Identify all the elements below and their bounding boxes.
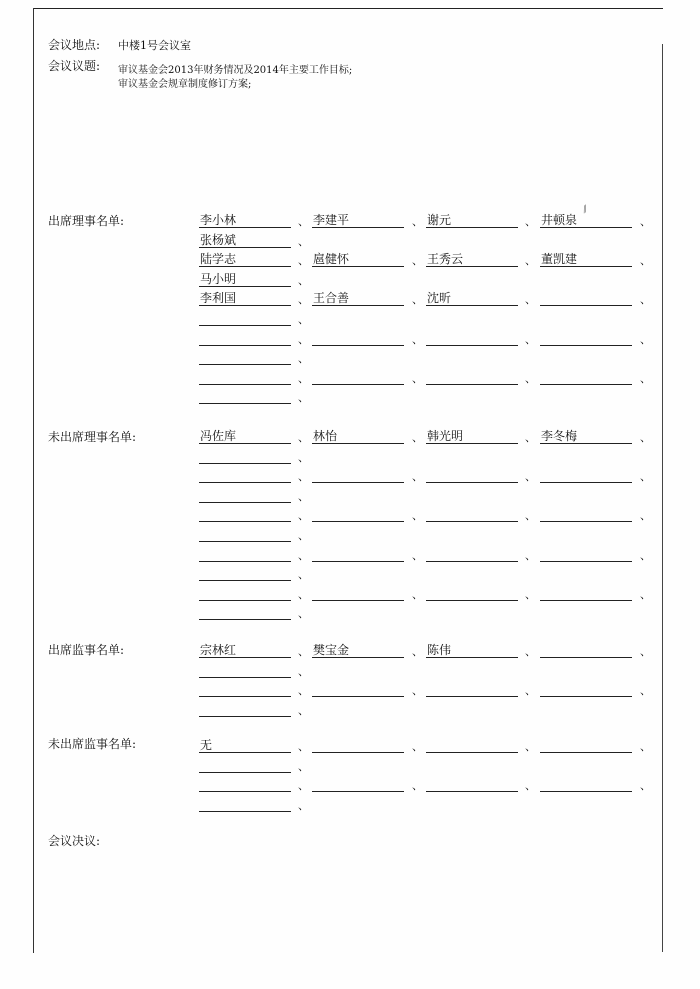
separator-mark: 、 xyxy=(298,470,309,484)
separator-mark: 、 xyxy=(525,740,536,753)
name-slot xyxy=(312,776,404,792)
separator-mark: 、 xyxy=(640,740,651,753)
name-slot xyxy=(426,467,518,483)
separator-mark: 、 xyxy=(412,740,423,753)
separator-mark: 、 xyxy=(298,313,309,326)
separator-mark: 、 xyxy=(640,779,651,793)
name-slot xyxy=(199,585,291,601)
separator-mark: 、 xyxy=(640,371,651,385)
name-slot xyxy=(540,330,632,346)
separator-mark: 、 xyxy=(412,509,423,523)
name-slot xyxy=(199,757,291,773)
name-slot xyxy=(199,565,291,581)
name-slot xyxy=(540,642,632,658)
agenda-item: 审议基金会规章制度修订方案; xyxy=(118,79,252,90)
name-slot xyxy=(199,388,291,404)
name-slot xyxy=(199,349,291,365)
separator-mark: 、 xyxy=(640,645,651,658)
separator-mark: 、 xyxy=(298,215,309,228)
separator-mark: 、 xyxy=(412,645,423,658)
name-slot xyxy=(312,681,404,697)
separator-mark: 、 xyxy=(298,293,309,307)
name-slot: 宗林红 xyxy=(199,642,291,658)
name-slot xyxy=(199,526,291,542)
name-slot: 井顿泉 xyxy=(540,212,632,228)
separator-mark: 、 xyxy=(298,568,309,582)
separator-mark: 、 xyxy=(298,703,309,717)
name-slot xyxy=(426,546,518,562)
separator-mark: 、 xyxy=(298,587,309,601)
separator-mark: 、 xyxy=(640,548,651,562)
name-slot xyxy=(199,310,291,326)
separator-mark: 、 xyxy=(298,645,309,658)
separator-mark: 、 xyxy=(298,759,309,773)
separator-mark: 、 xyxy=(525,293,536,307)
name-slot xyxy=(312,369,404,385)
separator-mark: 、 xyxy=(525,587,536,601)
name-slot xyxy=(540,369,632,385)
separator-mark: 、 xyxy=(525,371,536,385)
name-slot xyxy=(426,506,518,522)
name-slot: 王秀云 xyxy=(426,251,518,267)
attending-directors-label: 出席理事名单: xyxy=(48,214,125,228)
separator-mark: 、 xyxy=(298,529,309,542)
pen-mark: ⁄⁄ xyxy=(581,204,590,216)
separator-mark: 、 xyxy=(298,273,309,287)
separator-mark: 、 xyxy=(298,352,309,366)
name-slot: 李冬梅 xyxy=(540,428,632,444)
separator-mark: 、 xyxy=(412,293,423,307)
name-slot: 沈昕 xyxy=(426,290,518,306)
separator-mark: 、 xyxy=(640,587,651,601)
name-slot xyxy=(540,585,632,601)
separator-mark: 、 xyxy=(412,587,423,601)
agenda-item: 审议基金会2013年财务情况及2014年主要工作目标; xyxy=(118,65,353,76)
name-slot xyxy=(426,681,518,697)
name-slot: 马小明 xyxy=(199,271,291,287)
name-slot xyxy=(426,776,518,792)
name-slot xyxy=(426,737,518,753)
separator-mark: 、 xyxy=(298,489,309,503)
separator-mark: 、 xyxy=(298,664,309,678)
name-slot: 无 xyxy=(199,737,291,753)
name-slot: 张杨斌 xyxy=(199,232,291,248)
separator-mark: 、 xyxy=(525,645,536,658)
separator-mark: 、 xyxy=(298,740,309,753)
location-label: 会议地点: xyxy=(48,38,101,52)
attending-supervisors-label: 出席监事名单: xyxy=(48,643,125,657)
separator-mark: 、 xyxy=(525,254,536,268)
name-slot xyxy=(312,737,404,753)
resolution-label: 会议决议: xyxy=(48,834,101,848)
separator-mark: 、 xyxy=(298,548,309,562)
name-slot: 谢元 xyxy=(426,212,518,228)
separator-mark: 、 xyxy=(412,254,423,268)
separator-mark: 、 xyxy=(525,470,536,484)
name-slot xyxy=(199,662,291,678)
name-slot xyxy=(540,546,632,562)
separator-mark: 、 xyxy=(298,450,309,464)
separator-mark: 、 xyxy=(640,470,651,484)
name-slot xyxy=(426,369,518,385)
separator-mark: 、 xyxy=(298,607,309,621)
name-slot: 李利国 xyxy=(199,290,291,306)
name-slot: 韩光明 xyxy=(426,428,518,444)
separator-mark: 、 xyxy=(298,684,309,698)
name-slot xyxy=(199,546,291,562)
separator-mark: 、 xyxy=(412,371,423,385)
name-slot xyxy=(312,546,404,562)
separator-mark: 、 xyxy=(298,371,309,385)
separator-mark: 、 xyxy=(525,332,536,346)
name-slot xyxy=(426,585,518,601)
separator-mark: 、 xyxy=(525,431,536,444)
absent-supervisors-label: 未出席监事名单: xyxy=(48,737,137,751)
name-slot xyxy=(199,681,291,697)
name-slot xyxy=(540,681,632,697)
name-slot: 李小林 xyxy=(199,212,291,228)
name-slot: 樊宝金 xyxy=(312,642,404,658)
name-slot xyxy=(199,796,291,812)
name-slot xyxy=(540,467,632,483)
separator-mark: 、 xyxy=(640,684,651,698)
name-slot: 冯佐库 xyxy=(199,428,291,444)
name-slot xyxy=(199,330,291,346)
name-slot: 陈伟 xyxy=(426,642,518,658)
name-slot xyxy=(312,506,404,522)
separator-mark: 、 xyxy=(525,215,536,228)
separator-mark: 、 xyxy=(298,254,309,268)
separator-mark: 、 xyxy=(640,509,651,523)
name-slot xyxy=(540,290,632,306)
separator-mark: 、 xyxy=(525,684,536,698)
name-slot: 扈健怀 xyxy=(312,251,404,267)
separator-mark: 、 xyxy=(412,431,423,444)
separator-mark: 、 xyxy=(298,391,309,405)
name-slot: 李建平 xyxy=(312,212,404,228)
separator-mark: 、 xyxy=(640,332,651,346)
separator-mark: 、 xyxy=(640,215,651,228)
separator-mark: 、 xyxy=(412,215,423,228)
name-slot xyxy=(199,506,291,522)
name-slot: 王合善 xyxy=(312,290,404,306)
separator-mark: 、 xyxy=(412,779,423,793)
name-slot xyxy=(540,737,632,753)
name-slot xyxy=(312,467,404,483)
separator-mark: 、 xyxy=(412,470,423,484)
name-slot xyxy=(199,487,291,503)
name-slot xyxy=(199,701,291,717)
name-slot xyxy=(199,369,291,385)
separator-mark: 、 xyxy=(298,431,309,444)
separator-mark: 、 xyxy=(412,332,423,346)
location-value: 中楼1号会议室 xyxy=(118,39,191,52)
name-slot xyxy=(540,776,632,792)
separator-mark: 、 xyxy=(298,509,309,523)
separator-mark: 、 xyxy=(640,293,651,307)
separator-mark: 、 xyxy=(525,779,536,793)
separator-mark: 、 xyxy=(298,779,309,793)
separator-mark: 、 xyxy=(412,684,423,698)
name-slot xyxy=(312,585,404,601)
name-slot xyxy=(199,604,291,620)
name-slot: 林怡 xyxy=(312,428,404,444)
separator-mark: 、 xyxy=(640,254,651,268)
name-slot: 陆学志 xyxy=(199,251,291,267)
absent-directors-label: 未出席理事名单: xyxy=(48,430,137,444)
separator-mark: 、 xyxy=(640,431,651,444)
separator-mark: 、 xyxy=(412,548,423,562)
separator-mark: 、 xyxy=(525,548,536,562)
name-slot xyxy=(540,506,632,522)
separator-mark: 、 xyxy=(298,332,309,346)
name-slot xyxy=(312,330,404,346)
name-slot xyxy=(426,330,518,346)
agenda-label: 会议议题: xyxy=(48,59,101,73)
name-slot xyxy=(199,467,291,483)
separator-mark: 、 xyxy=(525,509,536,523)
separator-mark: 、 xyxy=(298,234,309,248)
name-slot: 董凯建 xyxy=(540,251,632,267)
name-slot xyxy=(199,448,291,464)
name-slot xyxy=(199,776,291,792)
separator-mark: 、 xyxy=(298,798,309,812)
